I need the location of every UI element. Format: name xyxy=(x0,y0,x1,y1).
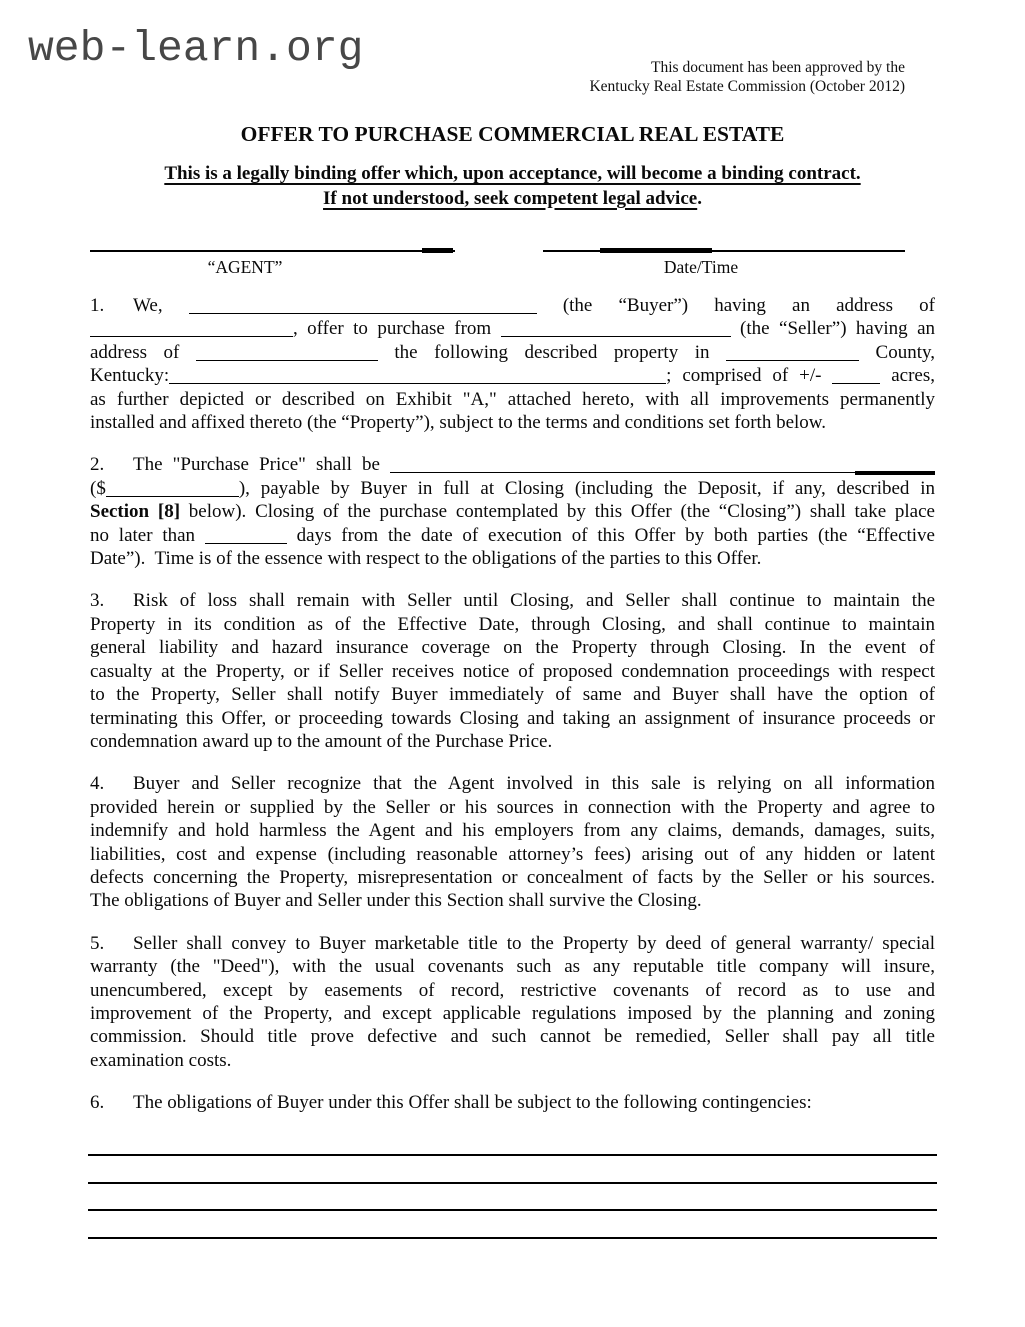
text-run: the following described property in xyxy=(377,341,727,363)
paragraph-number: 4. xyxy=(90,773,105,795)
text-run: provided herein or supplied by the Seller or his sources in connection with the Property and agree to xyxy=(90,796,935,818)
binding-notice-line2-period: . xyxy=(697,187,702,209)
paragraph-line xyxy=(90,341,935,364)
paragraph-line xyxy=(90,317,935,340)
paragraph-line xyxy=(90,772,935,795)
text-run: The "Purchase Price" shall be xyxy=(133,454,390,476)
text-run: commission. Should title prove defective and such cannot be remedied, Seller shall pay all title xyxy=(90,1026,935,1048)
contingency-blank-line xyxy=(88,1209,937,1211)
text-run: (the “Buyer”) having an address of xyxy=(536,295,935,316)
paragraph-line xyxy=(90,866,935,889)
text-run: no later than xyxy=(90,524,205,546)
contingency-blank-line xyxy=(88,1154,937,1156)
approval-note-line2: Kentucky Real Estate Commission (October 2012) xyxy=(589,78,905,95)
fill-in-blank xyxy=(726,347,859,361)
paragraph-number: 3. xyxy=(90,590,105,612)
text-run: Date”). Time is of the essence with respect to the obligations of the parties to this Offer. xyxy=(90,548,762,570)
text-run: The obligations of Buyer under this Offer shall be subject to the following contingencies: xyxy=(133,1092,812,1114)
contingency-blank-line xyxy=(88,1237,937,1239)
fill-in-blank xyxy=(106,483,239,497)
paragraph-line xyxy=(90,796,935,819)
agent-label: “AGENT” xyxy=(207,257,283,277)
fill-in-blank xyxy=(169,370,666,384)
text-run: (the “Seller”) having an xyxy=(730,318,935,340)
paragraph-line xyxy=(90,1049,935,1072)
text-run: Property in its condition as of the Effective Date, through Closing, and shall continue to maintain xyxy=(90,613,935,635)
fill-in-blank xyxy=(90,323,293,337)
paragraph-line xyxy=(90,589,935,612)
text-run: The obligations of Buyer and Seller under this Section shall survive the Closing. xyxy=(90,890,702,912)
paragraph-line xyxy=(90,730,935,753)
text-run: ; comprised of +/- xyxy=(666,365,833,387)
text-run: Kentucky: xyxy=(90,365,170,387)
text-run: address of xyxy=(90,341,196,363)
paragraph-line xyxy=(90,889,935,912)
fill-in-blank xyxy=(196,347,378,361)
text-run: liabilities, cost and expense (including reasonable attorney’s fees) arising out of any hidden or latent xyxy=(90,843,935,865)
paragraph-line xyxy=(90,453,935,476)
datetime-label: Date/Time xyxy=(663,257,739,277)
paragraph-line xyxy=(90,1025,935,1048)
paragraph-line xyxy=(90,411,935,434)
text-run: County, xyxy=(859,341,936,363)
paragraph-line xyxy=(90,1002,935,1025)
binding-notice-line2 xyxy=(0,187,1025,212)
paragraph-line xyxy=(90,843,935,866)
datetime-signature-line xyxy=(543,250,905,252)
paragraph-line xyxy=(90,636,935,659)
text-run: We, xyxy=(133,295,189,316)
text-run: condemnation award up to the amount of the Purchase Price. xyxy=(90,730,553,752)
paragraph-line xyxy=(90,979,935,1002)
paragraph-line xyxy=(90,1091,935,1114)
fill-in-blank xyxy=(832,370,880,384)
text-run: to the Property, Seller shall notify Buyer immediately of same and Buyer shall have the option of xyxy=(90,684,935,706)
paragraphs xyxy=(90,294,935,1134)
site-logo: web-learn.org xyxy=(28,24,364,73)
paragraph xyxy=(90,294,935,434)
fill-in-blank xyxy=(390,459,855,473)
paragraph-line xyxy=(90,955,935,978)
text-run: ($ xyxy=(90,477,106,499)
text-run: casualty at the Property, or if Seller receives notice of proposed condemnation proceedings with respect xyxy=(90,660,935,682)
contingency-blank-line xyxy=(88,1182,937,1184)
text-run: Risk of loss shall remain with Seller until Closing, and Seller shall continue to maintain the xyxy=(133,590,935,612)
text-run: acres, xyxy=(880,365,935,387)
paragraph-number: 2. xyxy=(90,454,105,476)
paragraph xyxy=(90,1091,935,1114)
paragraph xyxy=(90,772,935,912)
paragraph-line xyxy=(90,707,935,730)
paragraph-line xyxy=(90,294,935,317)
text-run: days from the date of execution of this Offer by both parties (the “Effective xyxy=(286,524,935,546)
text-run: warranty (the "Deed"), with the usual covenants such as any reputable title company will insure, xyxy=(90,956,935,978)
paragraph-line xyxy=(90,683,935,706)
paragraph-number: 5. xyxy=(90,932,105,954)
paragraph-line xyxy=(90,547,935,570)
text-run: ), payable by Buyer in full at Closing (including the Deposit, if any, described in xyxy=(238,477,935,499)
approval-note-line1: This document has been approved by the xyxy=(651,59,905,76)
paragraph xyxy=(90,932,935,1072)
page-title: OFFER TO PURCHASE COMMERCIAL REAL ESTATE xyxy=(240,122,785,146)
paragraph-number: 6. xyxy=(90,1092,105,1114)
text-run: Buyer and Seller recognize that the Agent involved in this sale is relying on all information xyxy=(133,773,935,795)
paragraph-line xyxy=(90,932,935,955)
text-run: improvement of the Property, and except applicable regulations imposed by the planning and zoning xyxy=(90,1002,935,1024)
text-run: examination costs. xyxy=(90,1049,232,1071)
paragraph-line xyxy=(90,524,935,547)
fill-in-blank xyxy=(501,323,731,337)
paragraph-line xyxy=(90,364,935,387)
fill-in-blank xyxy=(189,300,537,314)
fill-in-blank xyxy=(205,530,287,544)
text-run: installed and affixed thereto (the “Property”), subject to the terms and conditions set forth below. xyxy=(90,412,827,434)
text-run: unencumbered, except by easements of record, restrictive covenants of record as to use and xyxy=(90,979,935,1001)
text-run: indemnify and hold harmless the Agent and his employers from any claims, demands, damages, suits, xyxy=(90,820,935,842)
paragraph-line xyxy=(90,613,935,636)
bold-text-run: Section [8] xyxy=(90,501,181,523)
paragraph-line xyxy=(90,477,935,500)
paragraph-line xyxy=(90,819,935,842)
text-run: general liability and hazard insurance coverage on the Property through Closing. In the event of xyxy=(90,637,935,659)
binding-notice-line2-text: If not understood, seek competent legal advice xyxy=(323,187,698,209)
paragraph xyxy=(90,589,935,753)
agent-signature-line xyxy=(90,250,455,252)
contingency-lines xyxy=(88,1154,937,1264)
text-run: as further depicted or described on Exhibit "A," attached hereto, with all improvements permanently xyxy=(90,388,935,410)
binding-notice xyxy=(0,162,1025,211)
text-run: below). Closing of the purchase contemplated by this Offer (the “Closing”) shall take place xyxy=(180,501,935,523)
paragraph xyxy=(90,453,935,570)
text-run: , offer to purchase from xyxy=(293,318,501,340)
approval-note xyxy=(589,58,905,96)
binding-notice-line1: This is a legally binding offer which, upon acceptance, will become a binding contract. xyxy=(164,163,861,184)
paragraph-line xyxy=(90,500,935,523)
text-run: defects concerning the Property, misrepresentation or concealment of facts by the Seller or his sources. xyxy=(90,866,935,888)
paragraph-line xyxy=(90,660,935,683)
text-run: Seller shall convey to Buyer marketable title to the Property by deed of general warranty/ special xyxy=(133,932,935,954)
text-run: terminating this Offer, or proceeding towards Closing and taking an assignment of insurance proceeds or xyxy=(90,707,935,729)
paragraph-line xyxy=(90,388,935,411)
paragraph-number: 1. xyxy=(90,295,105,316)
fill-in-blank xyxy=(855,458,935,475)
